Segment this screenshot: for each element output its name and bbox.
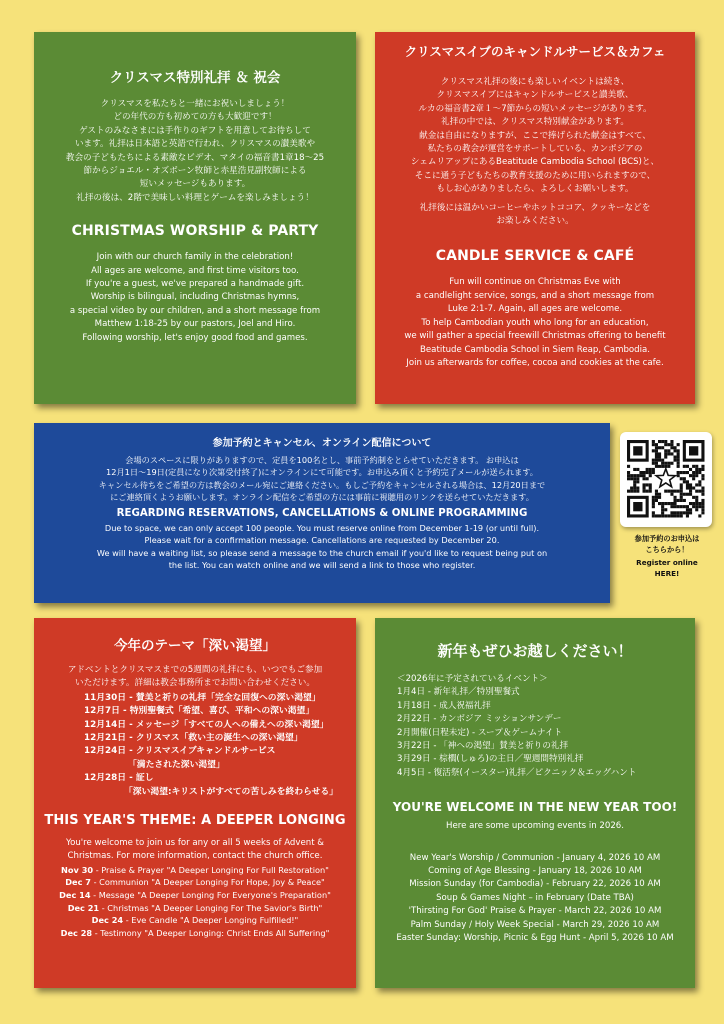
line: Beatitude Cambodia School in Siem Reap, Cambodia. — [420, 344, 650, 355]
line: Christmas. For more information, contact the church office. — [67, 851, 323, 862]
line: You're welcome to join us for any or all 5 weeks of Advent & — [65, 838, 325, 849]
schedule-item — [34, 914, 356, 927]
line: the list. You can watch online and we will send a link to those who register. — [168, 560, 476, 571]
intro-jp — [34, 664, 356, 691]
line: 礼拝の中では、クリスマス特別献金があります。 — [440, 117, 630, 128]
line: Fun will continue on Christmas Eve with — [449, 277, 621, 288]
panel-title-en: THIS YEAR'S THEME: A DEEPER LONGING — [44, 813, 346, 829]
intro-en — [34, 837, 356, 864]
christmas-worship-panel — [34, 32, 356, 404]
line: います。礼拝は日本語と英語で行われ、クリスマスの讃美歌や — [74, 139, 316, 150]
schedule-en — [34, 864, 356, 940]
schedule-text: - Praise & Prayer "A Deeper Longing For Full Restoration" — [93, 864, 329, 875]
body-en — [34, 251, 356, 345]
line: いただけます。詳細は教会事務所までお問い合わせください。 — [75, 678, 315, 689]
new-year-panel — [375, 618, 695, 988]
line: 節からジョエル・オズボーン牧師と赤星浩見副牧師による — [83, 166, 307, 177]
line: Join with our church family in the celebration! — [96, 252, 294, 263]
body-en — [375, 276, 695, 370]
schedule-item: 12月24日 - クリスマスイブキャンドルサービス — [84, 746, 276, 757]
schedule-item: 12月21日 - クリスマス「救い主の誕生への深い渇望」 — [84, 733, 303, 744]
line: All ages are welcome, and first time visitors too. — [91, 265, 299, 276]
line: 教会の子どもたちによる素敵なビデオ、マタイの福音書1章18〜25 — [65, 152, 325, 163]
event-item: Soup & Games Night – in February (Date TBA) — [436, 892, 634, 903]
schedule-date: Dec 14 — [59, 890, 91, 901]
line: 礼拝後には温かいコーヒーやホットココア、クッキーなどを — [419, 202, 651, 213]
panel-title-jp: クリスマスイブのキャンドルサービス＆カフェ — [404, 44, 666, 59]
panel-title-jp: クリスマス特別礼拝 ＆ 祝会 — [109, 70, 281, 86]
line: シェムリアップにあるBeatitude Cambodia School (BCS)と、 — [410, 157, 660, 168]
panel-title-en: REGARDING RESERVATIONS, CANCELLATIONS & ONLINE PROGRAMMING — [116, 507, 528, 519]
line: Worship is bilingual, including Christmas hymns, — [90, 292, 300, 303]
line: 私たちの教会が運営をサポートしている、カンボジアの — [427, 144, 643, 155]
events-subtitle-jp: ＜2026年に予定されているイベント＞ — [397, 674, 548, 684]
line: アドベントとクリスマスまでの5週間の礼拝にも、いつでもご参加 — [67, 665, 323, 675]
reservations-panel — [34, 423, 610, 603]
body-jp — [34, 98, 356, 205]
line: We will have a waiting list, so please send a message to the church email if you'd like to request being put on — [96, 547, 548, 558]
panel-title-jp: 新年もぜひお越しください！ — [437, 642, 633, 660]
qr-code-icon[interactable] — [620, 432, 712, 527]
event-item: Palm Sunday / Holy Week Special - March 29, 2026 10 AM — [410, 919, 660, 930]
qr-caption-jp: こちらから！ — [645, 545, 689, 554]
line: 献金は自由になりますが、ここで捧げられた献金はすべて、 — [419, 130, 651, 141]
schedule-item: 11月30日 - 賛美と祈りの礼拝「完全な回復への深い渇望」 — [84, 692, 321, 703]
events-en — [375, 852, 695, 946]
line: ルカの福音書2章１〜7節からの短いメッセージがあります。 — [418, 103, 652, 114]
schedule-text: - Message "A Deeper Longing For Everyone's Preparation" — [90, 890, 331, 901]
schedule-text: - Christmas "A Deeper Longing For The Savior's Birth" — [99, 902, 323, 913]
schedule-item — [34, 927, 356, 940]
schedule-item — [34, 902, 356, 915]
line: If you're a guest, we've prepared a handmade gift. — [85, 279, 305, 290]
events-jp — [375, 673, 695, 780]
line: Please wait for a confirmation message. Cancellations are requested by December 20. — [144, 535, 500, 546]
schedule-text: - Testimony "A Deeper Longing: Christ Ends All Suffering" — [92, 927, 330, 938]
event-item: 1月18日 - 成人祝福礼拝 — [397, 700, 491, 711]
schedule-date: Dec 7 — [65, 877, 91, 888]
line: a special video by our children, and a short message from — [69, 305, 321, 316]
schedule-date: Dec 24 — [91, 915, 124, 926]
candle-service-panel — [375, 32, 695, 404]
schedule-date: Nov 30 — [61, 864, 94, 875]
event-item: 2月開催(日程未定) - スープ＆ゲームナイト — [397, 727, 563, 738]
line: もしお心がありましたら、よろしくお願いします。 — [436, 184, 634, 195]
event-item: 'Thirsting For God' Praise & Prayer - March 22, 2026 10 AM — [408, 906, 662, 917]
line: a candlelight service, songs, and a short message from — [415, 290, 655, 301]
line: Matthew 1:18-25 by our pastors, Joel and Hiro. — [94, 319, 296, 330]
line: 礼拝の後は、2階で美味しい料理とゲームを楽しみましょう！ — [76, 192, 314, 203]
body-jp — [34, 454, 610, 504]
panel-title-en: CHRISTMAS WORSHIP & PARTY — [71, 223, 319, 240]
event-item: 3月29日 - 棕櫚(しゅろ)の主日／聖週間特別礼拝 — [397, 754, 584, 765]
qr-caption-jp: 参加予約のお申込は — [634, 534, 700, 543]
line: キャンセル待ちをご希望の方は教会のメール宛にご連絡ください。もしご予約をキャンセルされる場合は、12月20日まで — [98, 479, 546, 490]
line: we will gather a special freewill Christmas offering to benefit — [404, 331, 666, 342]
line: にご連絡頂くようお願いします。オンライン配信をご希望の方には事前に視聴用のリンクを送らせていただきます。 — [110, 492, 534, 503]
line: To help Cambodian youth who long for an education, — [421, 317, 649, 328]
line: 会場のスペースに限りがありますので、定員を100名とし、事前予約制をとらせていただきます。 お申込は — [125, 455, 519, 465]
schedule-item: 「満たされた深い渇望」 — [128, 759, 225, 770]
registration-qr-code[interactable] — [620, 432, 712, 527]
schedule-item: 12月28日 - 証し — [84, 773, 154, 784]
body-jp — [375, 76, 695, 197]
schedule-item: 「深い渇望:キリストがすべての苦しみを終わらせる」 — [124, 786, 339, 797]
event-item: Mission Sunday (for Cambodia) - February 22, 2026 10 AM — [409, 879, 661, 890]
panel-title-jp: 今年のテーマ「深い渇望」 — [114, 638, 276, 654]
schedule-item: 12月7日 - 特別聖餐式「希望、喜び、平和への深い渇望」 — [84, 706, 315, 717]
event-item: 1月4日 - 新年礼拝／特別聖餐式 — [397, 687, 520, 698]
line: 短いメッセージもあります。 — [139, 179, 251, 190]
schedule-jp — [34, 692, 356, 799]
schedule-date: Dec 21 — [67, 902, 100, 913]
event-item: 4月5日 - 復活祭(イースター)礼拝／ピクニック＆エッグハント — [397, 767, 637, 778]
line: お楽しみください。 — [496, 216, 574, 227]
event-item: 2月22日 - カンボジア ミッションサンデー — [397, 714, 562, 725]
line: クリスマスを私たちと一緒にお祝いしましょう！ — [100, 99, 290, 109]
line: 12月1日〜19日(定員になり次第受付終了)にオンラインにて可能です。お申込み頂くと予約完了メールが送られます。 — [106, 467, 538, 478]
events-subtitle-en: Here are some upcoming events in 2026. — [446, 821, 624, 832]
line: そこに通う子どもたちの教育支援のために用いられますので、 — [414, 170, 656, 181]
schedule-item — [34, 864, 356, 877]
line: Join us afterwards for coffee, cocoa and cookies at the cafe. — [406, 357, 664, 368]
body-en — [34, 522, 610, 572]
event-item: 3月22日 - 「神への渇望」賛美と祈りの礼拝 — [397, 741, 569, 752]
line: クリスマス礼拝の後にも楽しいイベントは続き、 — [440, 77, 630, 87]
event-item: Easter Sunday: Worship, Picnic & Egg Hunt - April 5, 2026 10 AM — [396, 933, 674, 944]
schedule-item — [34, 876, 356, 889]
line: クリスマスイブにはキャンドルサービスと讃美歌、 — [436, 90, 634, 101]
line: Luke 2:1-7. Again, all ages are welcome. — [447, 304, 623, 315]
schedule-item — [34, 889, 356, 902]
line: どの年代の方も初めての方も大歓迎です！ — [113, 112, 277, 123]
line: Following worship, let's enjoy good food and games. — [82, 332, 308, 343]
theme-panel — [34, 618, 356, 988]
event-item: New Year's Worship / Communion - January 4, 2026 10 AM — [409, 852, 661, 863]
panel-title-en: YOU'RE WELCOME IN THE NEW YEAR TOO! — [392, 800, 678, 815]
schedule-text: - Communion "A Deeper Longing For Hope, Joy & Peace" — [90, 877, 325, 888]
qr-caption — [614, 533, 720, 579]
qr-caption-en: Register online — [636, 558, 698, 567]
body-jp-2 — [375, 202, 695, 229]
panel-title-en: CANDLE SERVICE & CAFÉ — [435, 248, 635, 265]
line: Due to space, we can only accept 100 people. You must reserve online from December 1-19 (or until full). — [104, 522, 540, 533]
panel-title-jp: 参加予約とキャンセル、オンライン配信について — [212, 438, 432, 449]
schedule-text: - Eve Candle "A Deeper Longing Fulfilled!" — [123, 915, 299, 926]
schedule-item: 12月14日 - メッセージ「すべての人への備えへの深い渇望」 — [84, 719, 329, 730]
event-item: Coming of Age Blessing - January 18, 2026 10 AM — [428, 866, 642, 877]
schedule-date: Dec 28 — [60, 927, 93, 938]
qr-caption-en: HERE! — [654, 569, 680, 578]
line: ゲストのみなさまには手作りのギフトを用意してお待ちして — [79, 125, 311, 136]
